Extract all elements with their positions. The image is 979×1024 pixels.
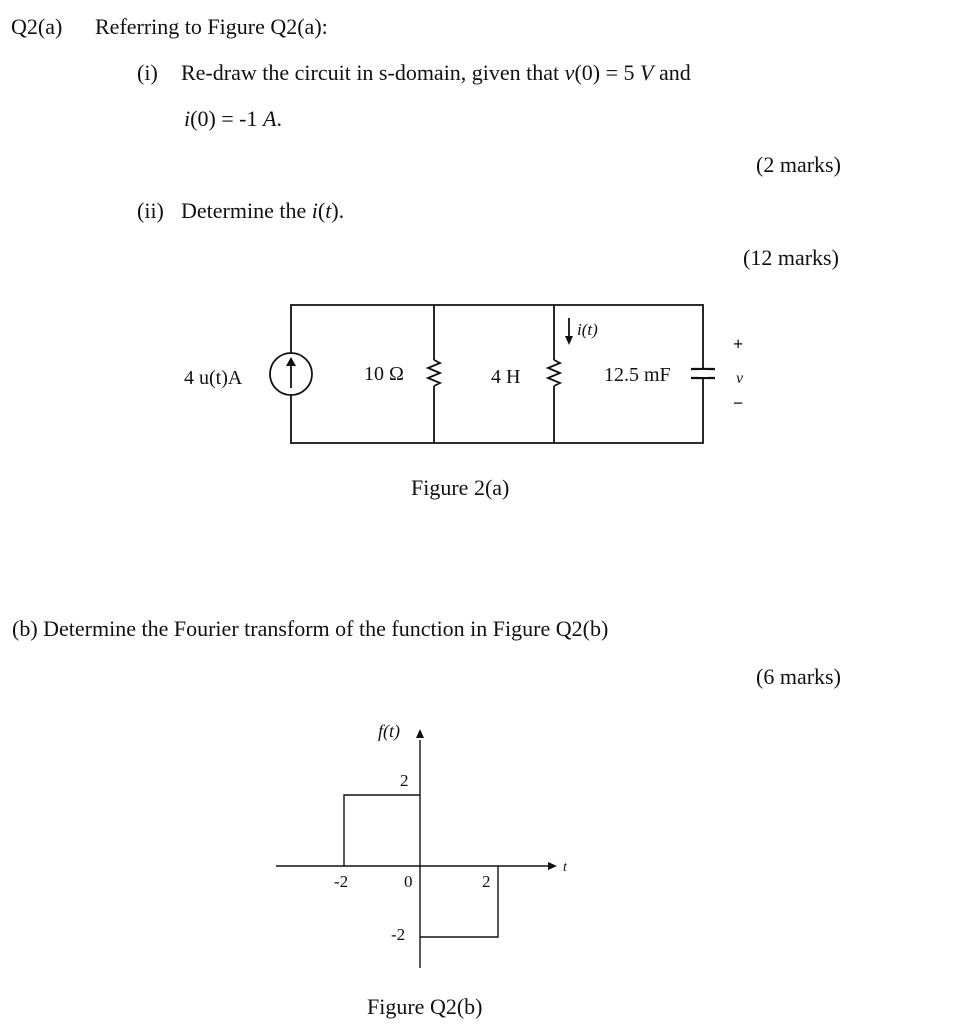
x-axis-arrow — [548, 862, 557, 870]
part-i-text-continued: i(0) = -1 A. — [184, 106, 282, 131]
part-i-marks: (2 marks) — [756, 152, 841, 177]
y-axis-arrow — [416, 729, 424, 738]
current-label: i(t) — [577, 320, 598, 339]
part-ii-number: (ii) — [137, 198, 164, 223]
part-i-number: (i) — [137, 60, 158, 85]
question-label: Q2(a) — [11, 14, 63, 39]
capacitor-label: 12.5 mF — [604, 364, 671, 386]
figure-2a-caption: Figure 2(a) — [411, 475, 510, 500]
y-axis-label: f(t) — [378, 721, 400, 741]
tick-y-negative: -2 — [391, 925, 406, 944]
part-b-marks: (6 marks) — [756, 664, 841, 689]
part-i-text: Re-draw the circuit in s-domain, given that v(0) = 5 V and — [181, 60, 691, 85]
voltage-minus: − — [733, 393, 744, 413]
figure-q2b-caption: Figure Q2(b) — [367, 994, 483, 1019]
source-label: 4 u(t)A — [184, 367, 243, 389]
tick-y-positive: 2 — [400, 771, 409, 790]
inductor-label: 4 H — [491, 366, 521, 388]
x-axis-label: t — [563, 860, 567, 875]
part-ii-text: Determine the i(t). — [181, 198, 345, 223]
part-ii-marks: (12 marks) — [743, 245, 839, 270]
tick-x-positive: 2 — [482, 872, 491, 891]
positive-pulse — [344, 795, 420, 866]
voltage-plus: + — [733, 334, 744, 354]
question-intro: Referring to Figure Q2(a): — [95, 14, 328, 39]
tick-x-negative: -2 — [334, 872, 349, 891]
voltage-label: v — [736, 370, 744, 387]
tick-x-zero: 0 — [404, 872, 413, 891]
resistor-label: 10 Ω — [364, 363, 404, 385]
part-b-text: (b) Determine the Fourier transform of the function in Figure Q2(b) — [12, 616, 609, 641]
